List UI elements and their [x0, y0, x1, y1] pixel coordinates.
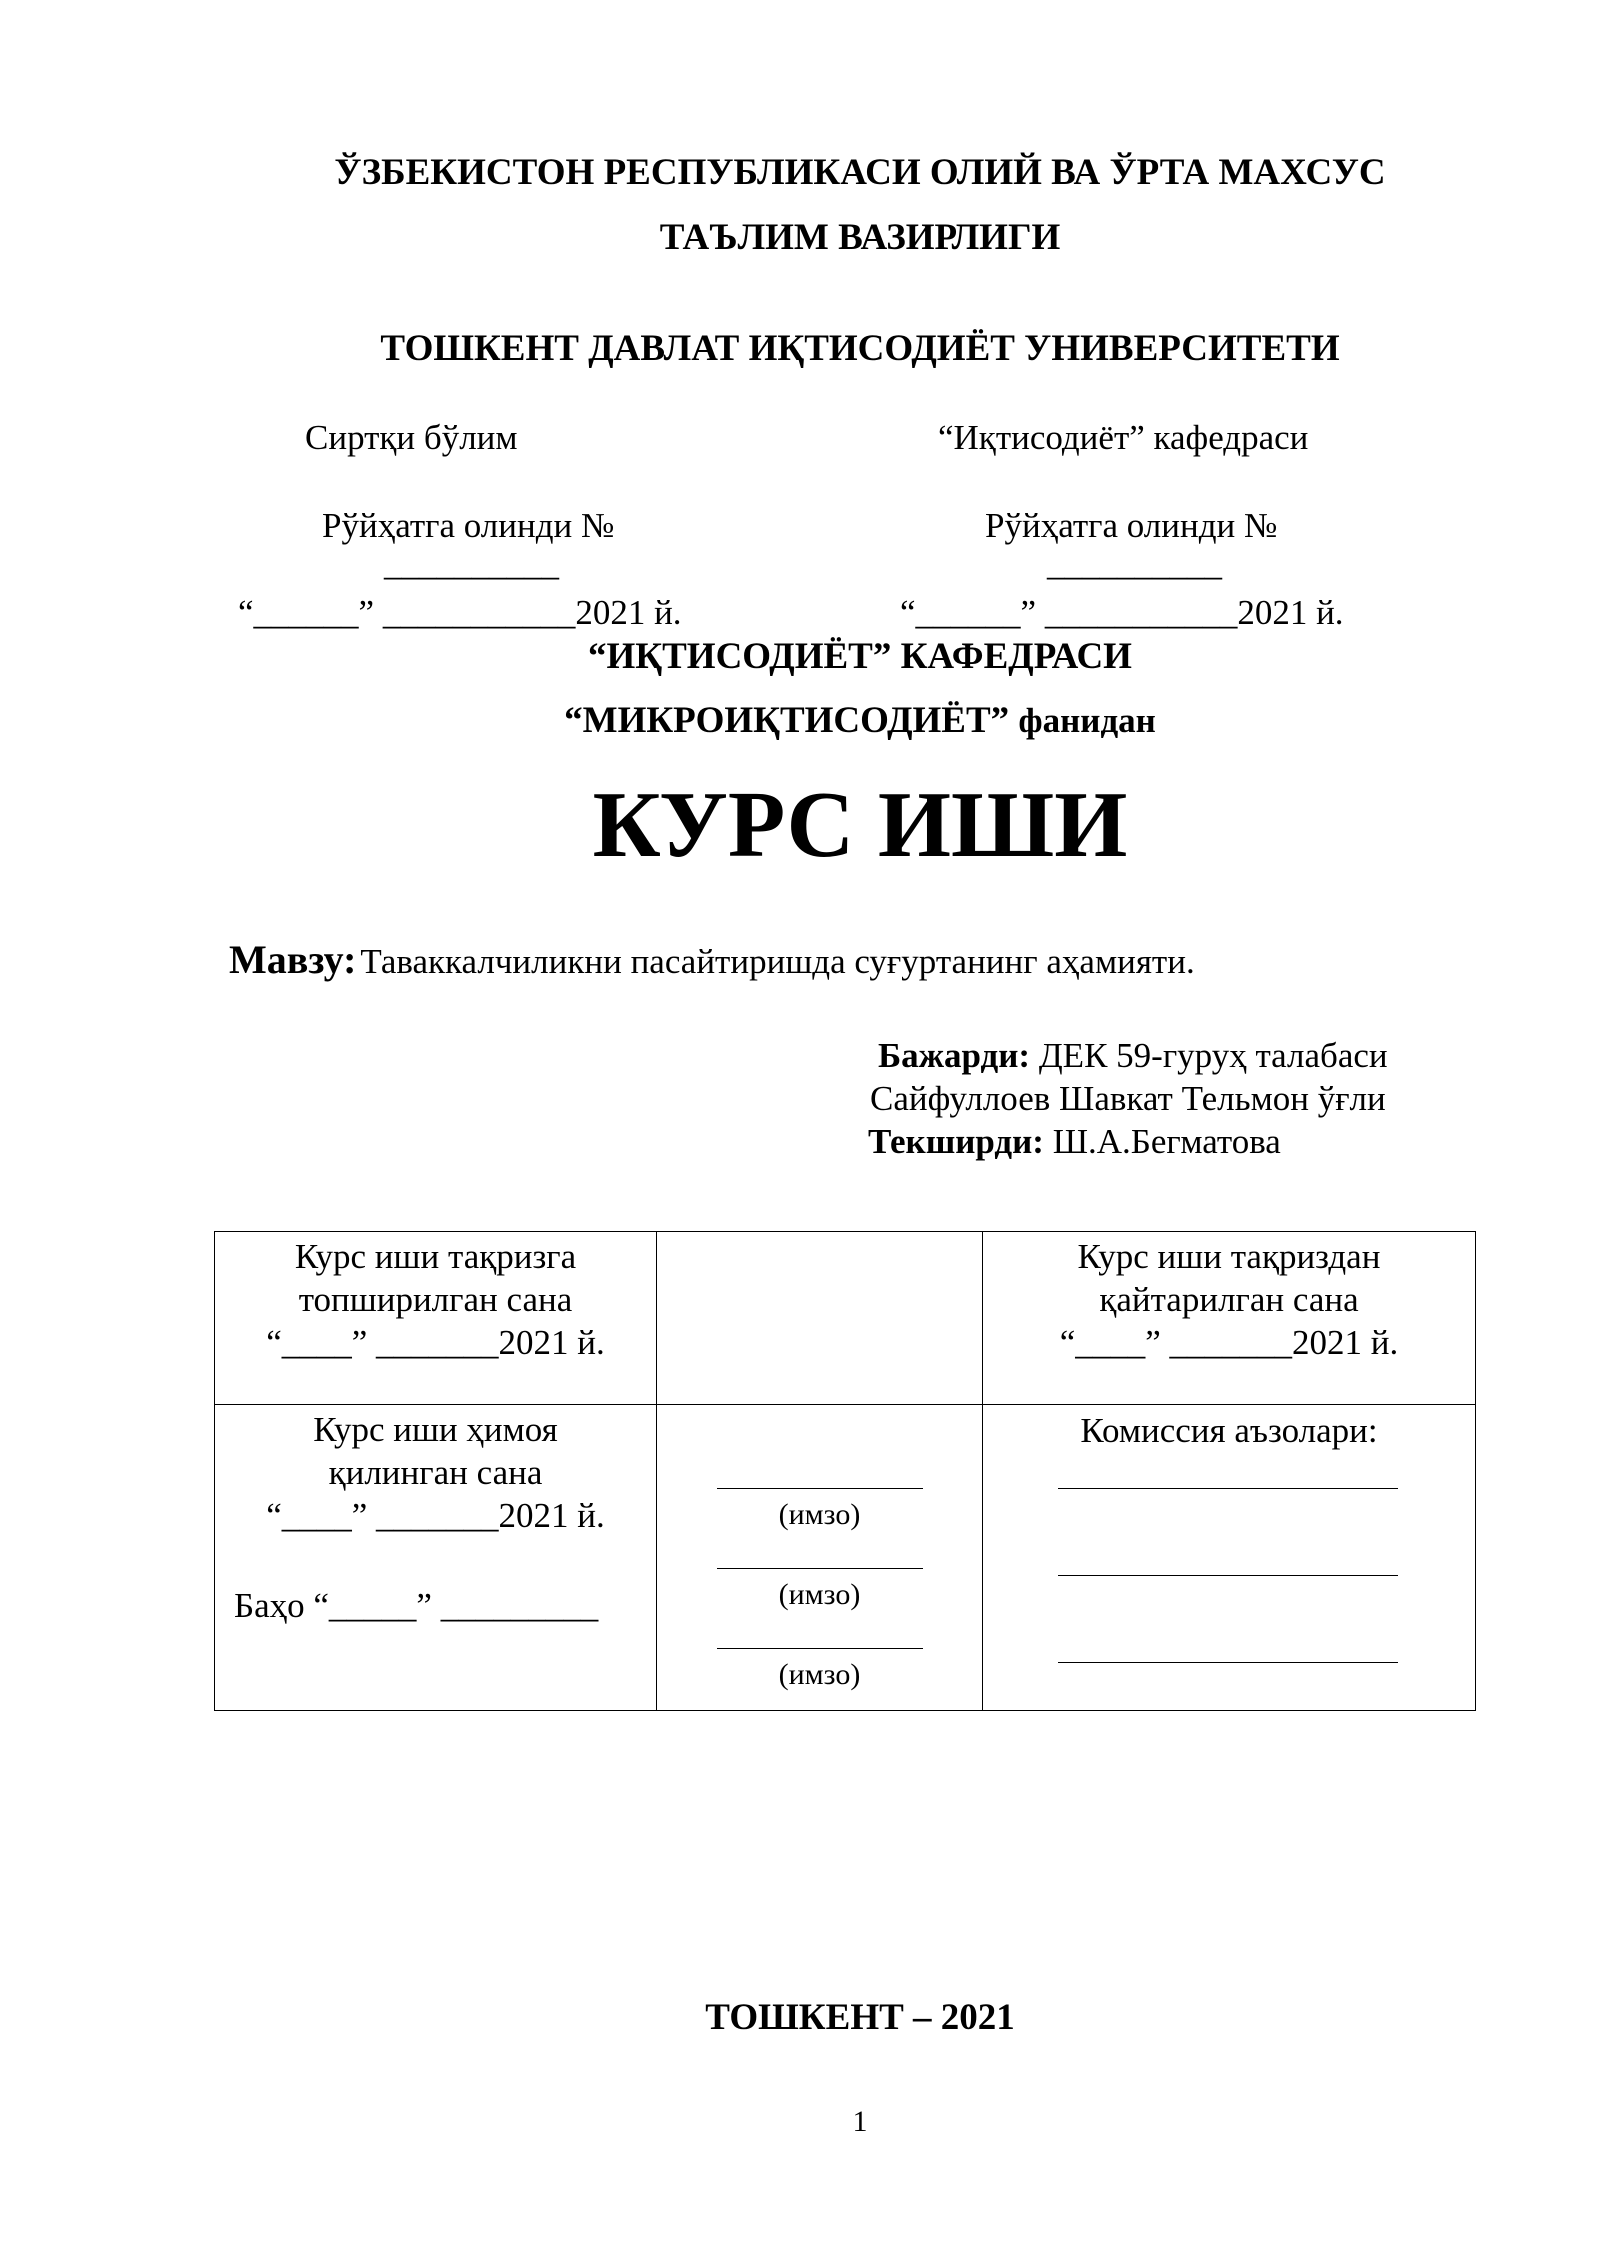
grade-field: Баҳо “_____” _________ [234, 1586, 599, 1625]
commission-line-3 [1058, 1662, 1398, 1663]
submitted-line-3: “____” _______2021 й. [266, 1323, 605, 1362]
defended-line-1: Курс иши ҳимоя [313, 1410, 558, 1449]
page-number: 1 [852, 2105, 868, 2138]
student-name: Сайфуллоев Шавкат Тельмон ўғли [870, 1079, 1386, 1118]
commission-label: Комиссия аъзолари: [1080, 1411, 1378, 1450]
ministry-line-2: ТАЪЛИМ ВАЗИРЛИГИ [659, 217, 1061, 258]
subject-name: “МИКРОИҚТИСОДИЁТ” [564, 700, 1010, 741]
signature-caption-2: (имзо) [778, 1578, 861, 1611]
city-year: ТОШКЕНТ – 2021 [705, 1997, 1015, 2038]
signature-caption-3: (имзо) [778, 1658, 861, 1691]
submitted-line-1: Курс иши тақризга [294, 1237, 577, 1276]
performed-by-label: Бажарди: [878, 1036, 1031, 1075]
signature-line-2 [717, 1568, 923, 1569]
ministry-line-1: ЎЗБЕКИСТОН РЕСПУБЛИКАСИ ОЛИЙ ВА ЎРТА МАХСУС [334, 152, 1386, 193]
topic-line [229, 937, 1195, 982]
returned-line-3: “____” _______2021 й. [1059, 1323, 1399, 1362]
university-name: ТОШКЕНТ ДАВЛАТ ИҚТИСОДИЁТ УНИВЕРСИТЕТИ [380, 328, 1340, 369]
topic-value: Таваккалчиликни пасайтиришда суғуртанинг аҳамияти. [360, 942, 1195, 981]
left-registration-number-blank: __________ [384, 544, 559, 583]
commission-line-2 [1058, 1575, 1398, 1576]
subject-line [0, 702, 1600, 739]
external-department: Сиртқи бўлим [305, 418, 518, 457]
returned-line-1: Курс иши тақриздан [1077, 1237, 1381, 1276]
defended-line-3: “____” _______2021 й. [266, 1496, 605, 1535]
document-title: КУРС ИШИ [592, 773, 1128, 877]
table-cell-blank [656, 1231, 983, 1405]
checked-by-value: Ш.А.Бегматова [1052, 1122, 1281, 1161]
right-registration-number-blank: __________ [1047, 544, 1222, 583]
right-registration-date: “______” ___________2021 й. [900, 593, 1344, 632]
performed-by-value: ДЕК 59-гуруҳ талабаси [1038, 1036, 1388, 1075]
returned-date-text [982, 1235, 1476, 1364]
submitted-line-2: топширилган сана [298, 1280, 573, 1319]
returned-line-2: қайтарилган сана [1099, 1280, 1359, 1319]
checked-by-label: Текширди: [868, 1122, 1044, 1161]
left-registration-date: “______” ___________2021 й. [238, 593, 682, 632]
topic-label: Мавзу: [229, 937, 357, 982]
department-heading: “ИҚТИСОДИЁТ” КАФЕДРАСИ [588, 636, 1132, 677]
signature-caption-1: (имзо) [778, 1498, 861, 1531]
commission-line-1 [1058, 1488, 1398, 1489]
right-registered-label: Рўйҳатга олинди № [985, 506, 1278, 545]
checked-by-line [868, 1124, 1281, 1159]
economics-department: “Иқтисодиёт” кафедраси [938, 418, 1309, 457]
defended-date-text [214, 1408, 657, 1537]
signature-line-1 [717, 1488, 923, 1489]
subject-suffix: фанидан [1018, 701, 1156, 740]
submitted-date-text [214, 1235, 657, 1364]
left-registered-label: Рўйҳатга олинди № [322, 506, 615, 545]
defended-line-2: қилинган сана [328, 1453, 543, 1492]
table-cell-commission [982, 1404, 1476, 1711]
signature-line-3 [717, 1648, 923, 1649]
performed-by-line [878, 1038, 1388, 1073]
